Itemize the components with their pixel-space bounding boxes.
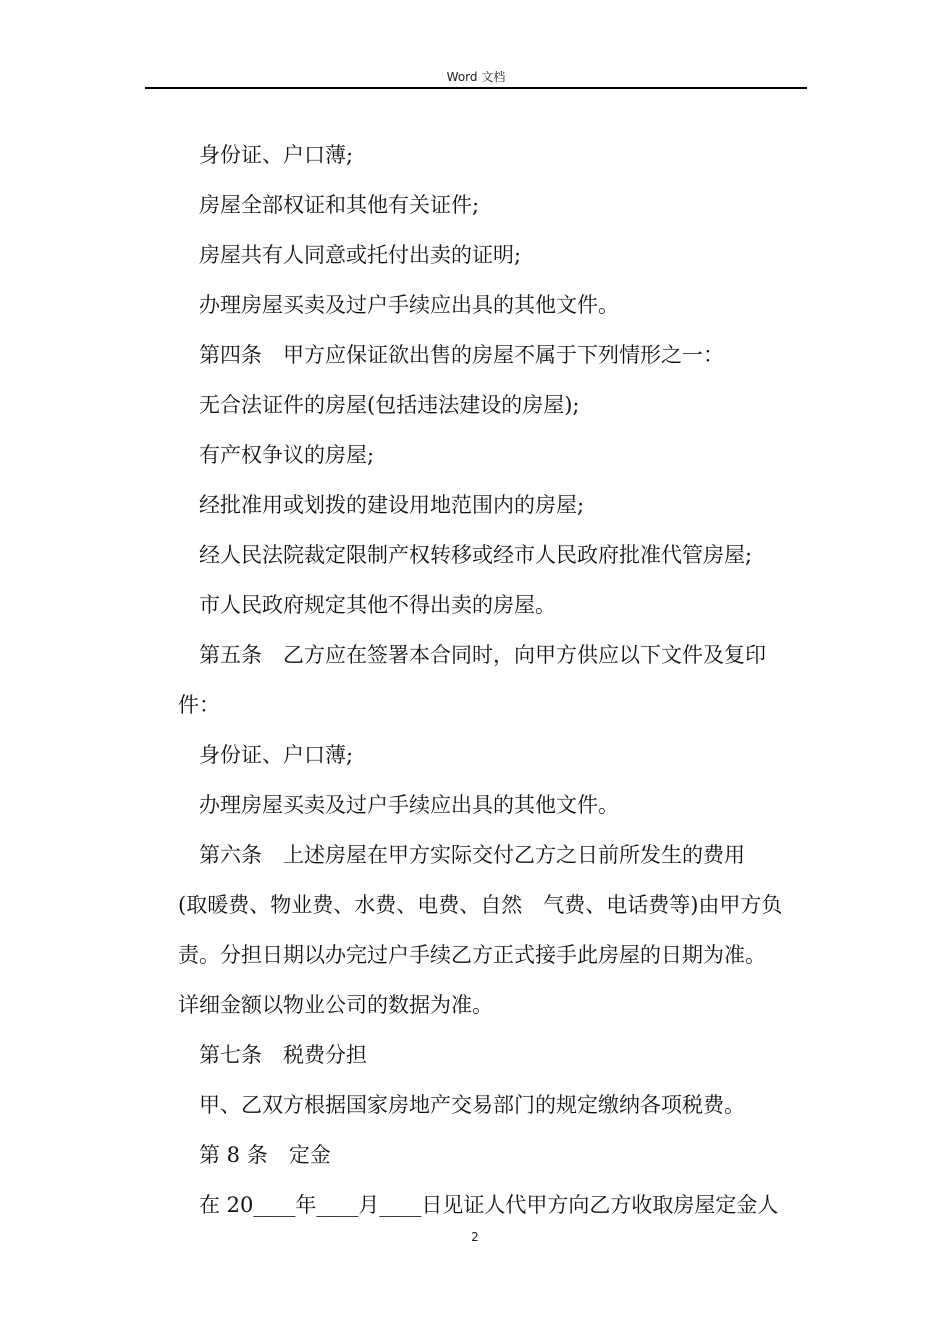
paragraph: (取暖费、物业费、水费、电费、自然 气费、电话费等)由甲方负 <box>178 893 783 917</box>
paragraph: 经人民法院裁定限制产权转移或经市人民政府批准代管房屋; <box>199 543 753 567</box>
article-heading: 第五条 乙方应在签署本合同时，向甲方供应以下文件及复印 <box>199 643 766 667</box>
paragraph: 件： <box>178 693 220 717</box>
page-header: Word 文档 <box>446 70 506 84</box>
header-rule <box>145 87 807 89</box>
article-heading: 第四条 甲方应保证欲出售的房屋不属于下列情形之一： <box>199 343 724 367</box>
paragraph: 办理房屋买卖及过户手续应出具的其他文件。 <box>199 793 619 817</box>
article-heading: 第七条 税费分担 <box>199 1043 367 1067</box>
article-heading: 第 8 条 定金 <box>199 1143 331 1167</box>
page-number: 2 <box>471 1230 479 1244</box>
paragraph: 身份证、户口薄; <box>199 143 354 167</box>
paragraph: 市人民政府规定其他不得出卖的房屋。 <box>199 593 556 617</box>
paragraph: 办理房屋买卖及过户手续应出具的其他文件。 <box>199 293 619 317</box>
paragraph: 在 20____年____月____日见证人代甲方向乙方收取房屋定金人 <box>199 1193 779 1217</box>
paragraph: 甲、乙双方根据国家房地产交易部门的规定缴纳各项税费。 <box>199 1093 745 1117</box>
paragraph: 经批准用或划拨的建设用地范围内的房屋; <box>199 493 585 517</box>
paragraph: 无合法证件的房屋(包括违法建设的房屋); <box>199 393 580 417</box>
paragraph: 责。分担日期以办完过户手续乙方正式接手此房屋的日期为准。 <box>178 943 766 967</box>
paragraph: 有产权争议的房屋; <box>199 443 375 467</box>
paragraph: 身份证、户口薄; <box>199 743 354 767</box>
paragraph: 详细金额以物业公司的数据为准。 <box>178 993 493 1017</box>
paragraph: 房屋共有人同意或托付出卖的证明; <box>199 243 522 267</box>
article-heading: 第六条 上述房屋在甲方实际交付乙方之日前所发生的费用 <box>199 843 745 867</box>
paragraph: 房屋全部权证和其他有关证件; <box>199 193 480 217</box>
document-body <box>178 130 808 1230</box>
